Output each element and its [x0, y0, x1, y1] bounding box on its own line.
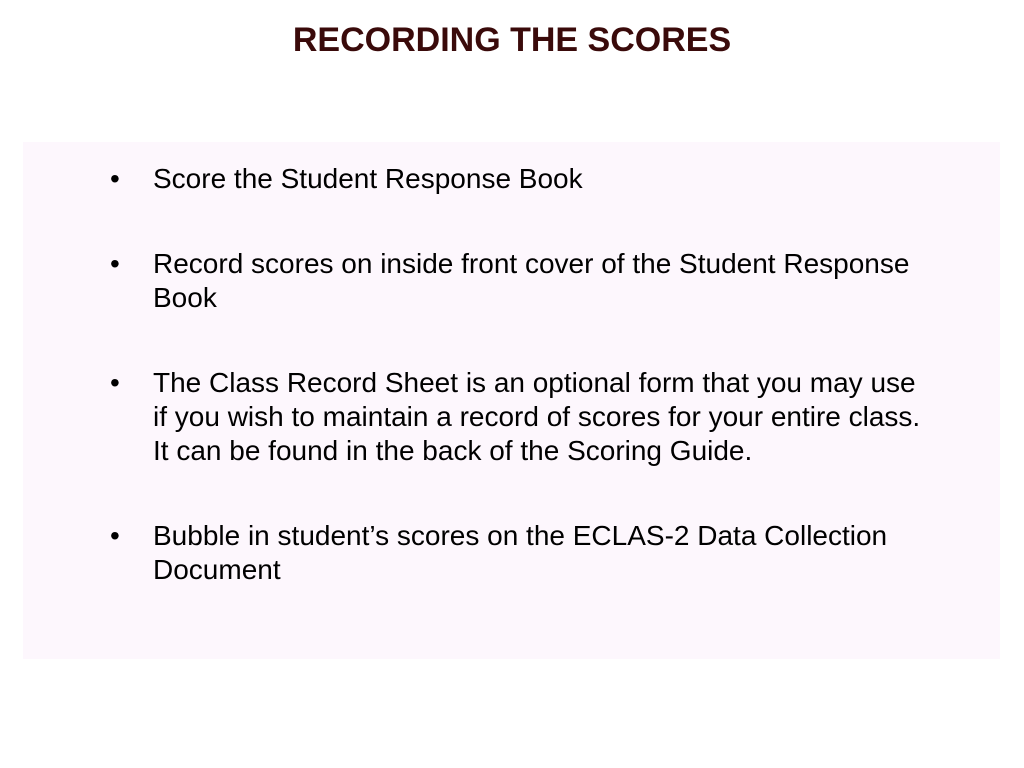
bullet-marker: • — [110, 367, 120, 398]
bullet-text: Record scores on inside front cover of the Student Response Book — [153, 248, 910, 313]
bullet-marker: • — [110, 520, 120, 551]
bullet-item — [23, 519, 933, 587]
bullet-item — [23, 366, 933, 468]
bullet-text: Score the Student Response Book — [153, 163, 583, 194]
content-panel — [23, 142, 1000, 659]
bullet-item — [23, 247, 933, 315]
slide-title: RECORDING THE SCORES — [292, 21, 732, 59]
bullet-text: Bubble in student’s scores on the ECLAS-2 Data Collection Document — [153, 520, 888, 585]
bullet-marker: • — [110, 163, 120, 194]
bullet-marker: • — [110, 248, 120, 279]
bullet-text: The Class Record Sheet is an optional form that you may use if you wish to maintain a record of scores for your entire class. It can be found in the back of the Scoring Guide. — [153, 367, 921, 466]
bullet-item — [23, 162, 933, 196]
bullet-list — [23, 162, 1000, 638]
